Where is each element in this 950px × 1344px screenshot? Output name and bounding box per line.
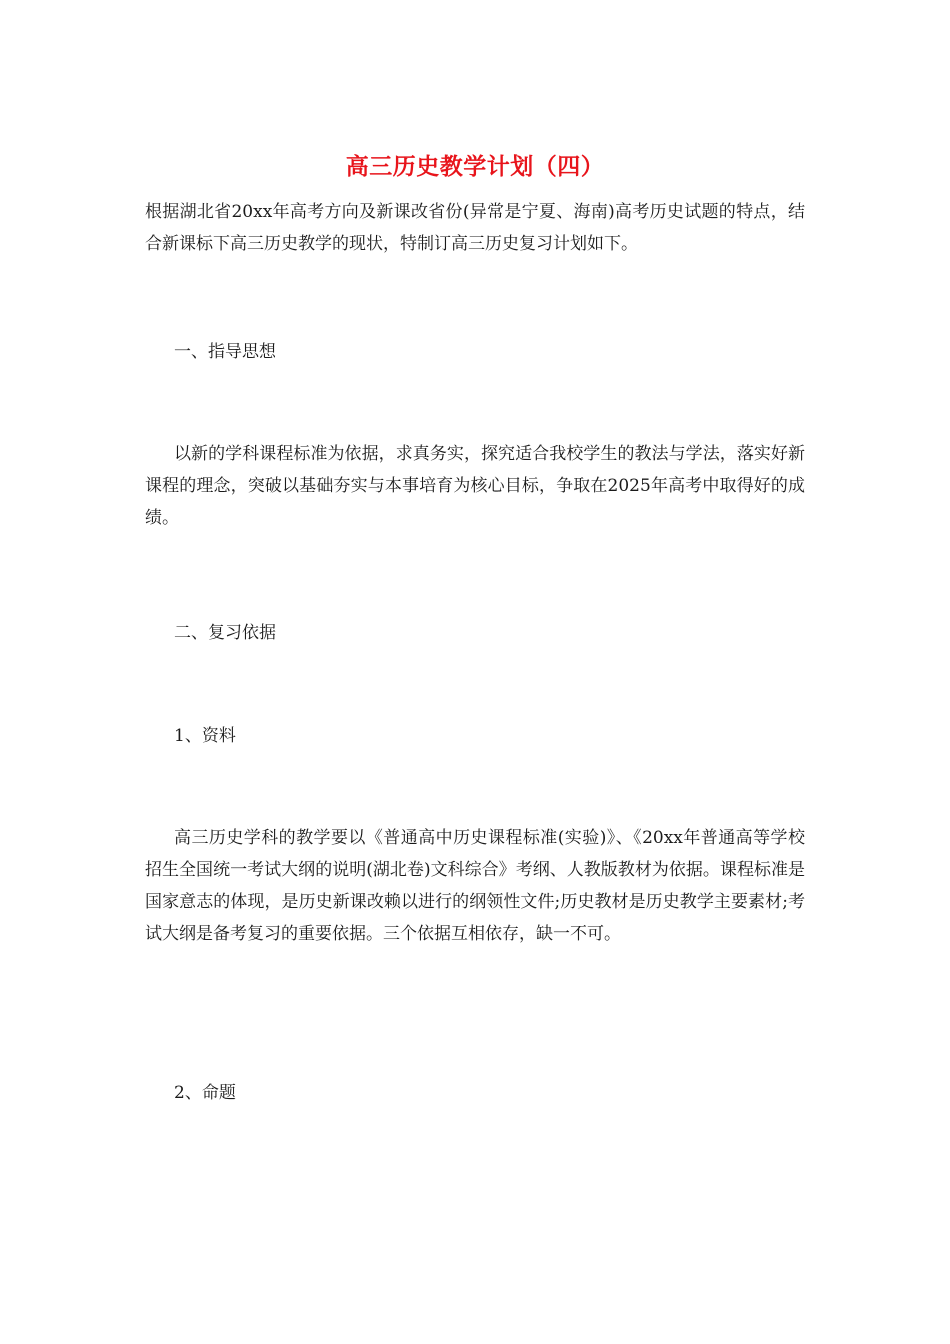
materials-paragraph: 高三历史学科的教学要以《普通高中历史课程标准(实验)》、《20xx年普通高等学校招生全国统一考试大纲的说明(湖北卷)文科综合》考纲、人教版教材为依据。课程标准是国家意志的体现，是历史新课改赖以进行的纲领性文件;历史教材是历史教学主要素材;考试大纲是备考复习的重要依据。三个依据互相依存，缺一不可。 xyxy=(145,828,805,944)
document-title: 高三历史教学计划（四） xyxy=(345,153,605,180)
guiding-ideology-paragraph: 以新的学科课程标准为依据，求真务实，探究适合我校学生的教法与学法，落实好新课程的理念，突破以基础夯实与本事培育为核心目标，争取在2025年高考中取得好的成绩。 xyxy=(145,444,805,528)
subheading-proposition: 2、命题 xyxy=(174,1083,236,1103)
subheading-materials: 1、资料 xyxy=(174,726,236,746)
section-heading-review-basis: 二、复习依据 xyxy=(174,623,276,643)
section-heading-guiding-ideology: 一、指导思想 xyxy=(174,342,276,362)
intro-paragraph: 根据湖北省20xx年高考方向及新课改省份(异常是宁夏、海南)高考历史试题的特点，结合新课标下高三历史教学的现状，特制订高三历史复习计划如下。 xyxy=(145,202,805,254)
